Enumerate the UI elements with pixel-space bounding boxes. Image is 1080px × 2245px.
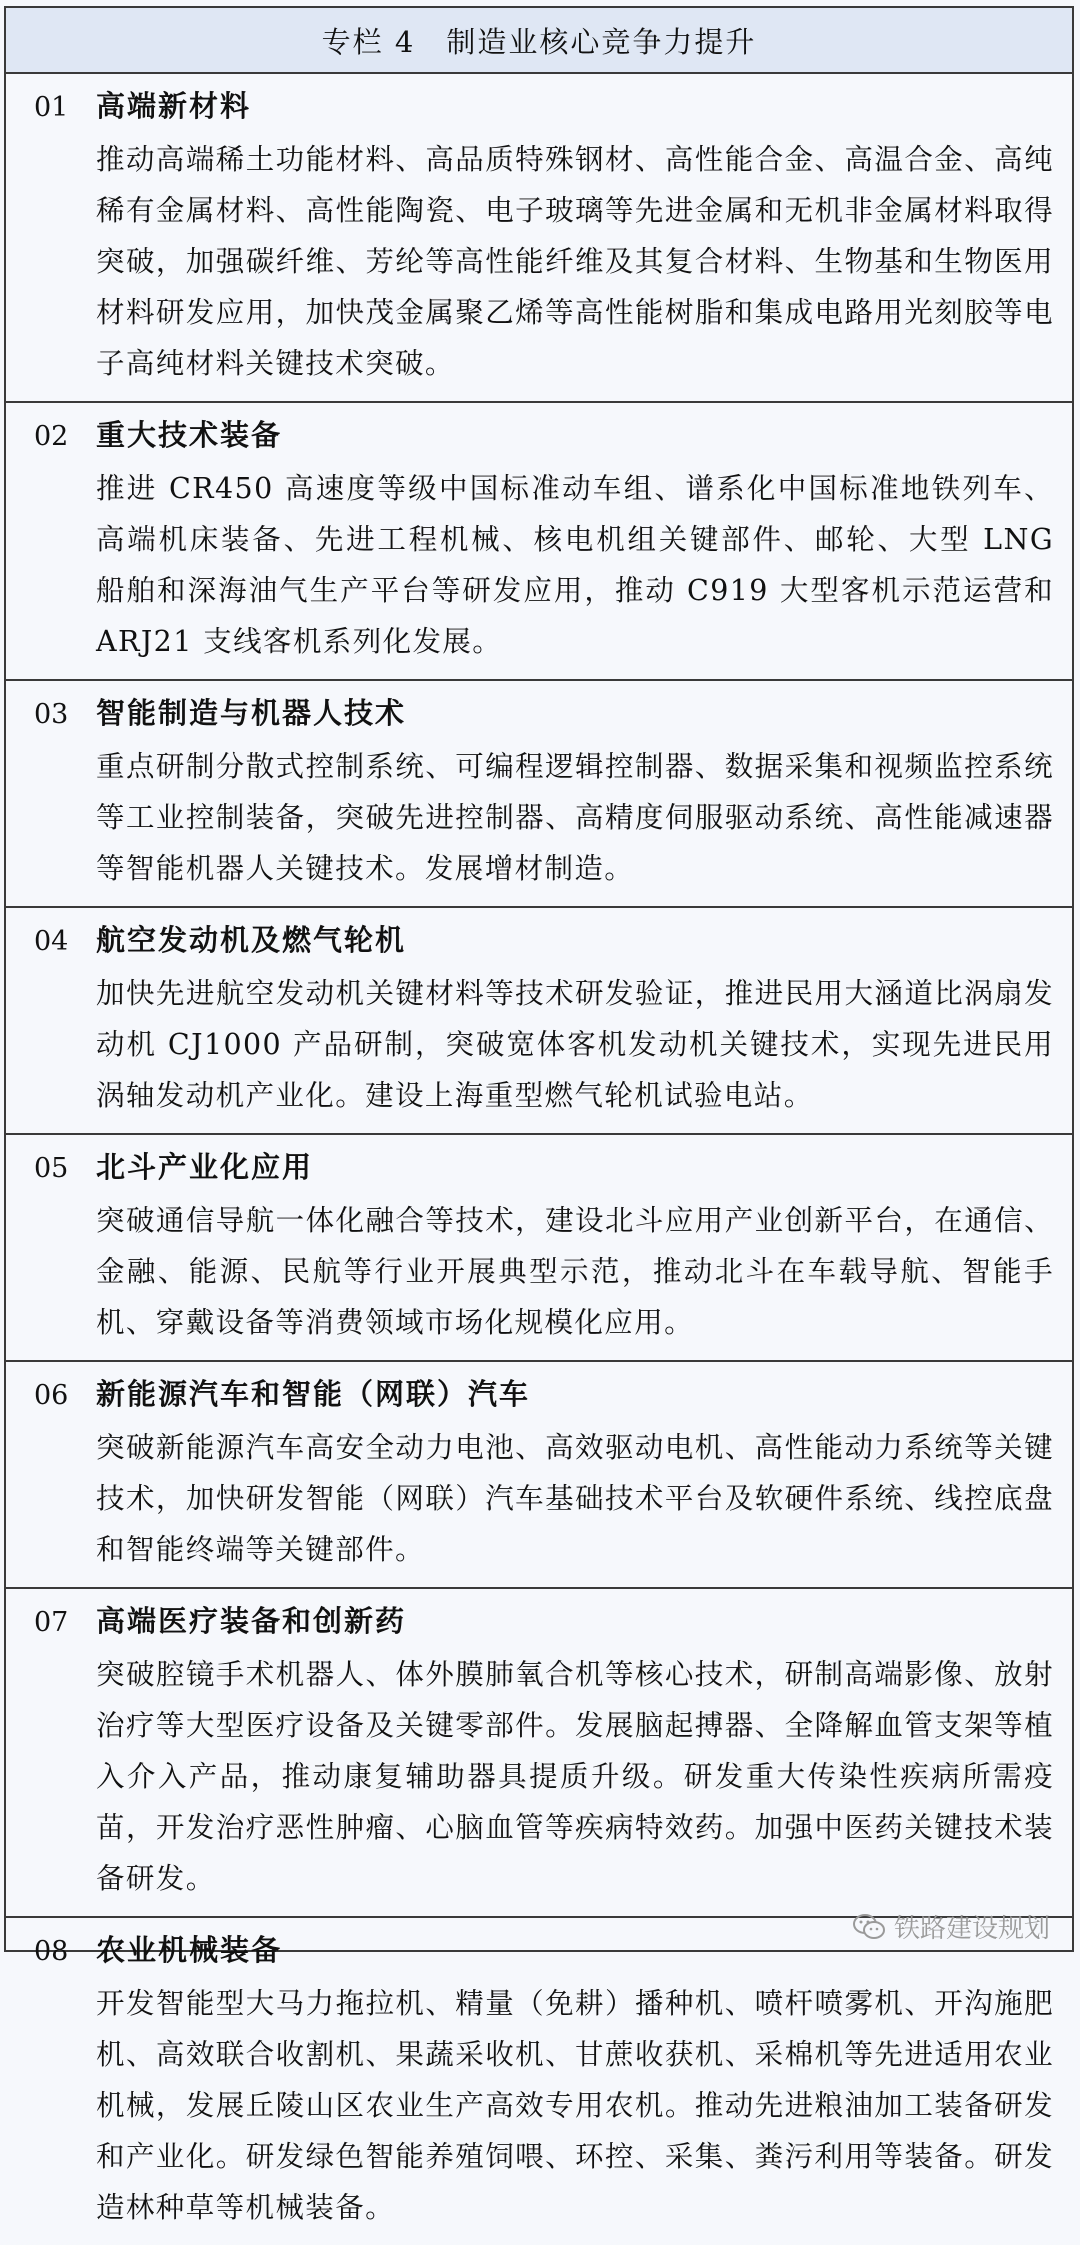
wechat-icon xyxy=(852,1913,886,1941)
section-heading xyxy=(34,918,1054,968)
section-number: 08 xyxy=(34,1936,69,1967)
section-number: 05 xyxy=(34,1153,69,1184)
section-body: 突破新能源汽车高安全动力电池、高效驱动电机、高性能动力系统等关键技术，加快研发智能（网联）汽车基础技术平台及软硬件系统、线控底盘和智能终端等关键部件。 xyxy=(96,1431,1054,1566)
section-heading xyxy=(34,1372,1054,1422)
section-title: 智能制造与机器人技术 xyxy=(96,696,407,730)
column-title: 专栏 4 制造业核心竞争力提升 xyxy=(321,24,757,59)
section-body: 开发智能型大马力拖拉机、精量（免耕）播种机、喷杆喷雾机、开沟施肥机、高效联合收割机、果蔬采收机、甘蔗收获机、采棉机等先进适用农业机械，发展丘陵山区农业生产高效专用农机。推动先进粮油加工装备研发和产业化。研发绿色智能养殖饲喂、环控、采集、粪污利用等装备。研发造林种草等机械装备。 xyxy=(96,1987,1054,2224)
section-04 xyxy=(6,908,1072,1135)
section-heading xyxy=(34,691,1054,741)
section-number: 07 xyxy=(34,1607,69,1638)
section-body: 加快先进航空发动机关键材料等技术研发验证，推进民用大涵道比涡扇发动机 CJ1000 产品研制，突破宽体客机发动机关键技术，实现先进民用涡轴发动机产业化。建设上海重型燃气轮机试验电站。 xyxy=(96,977,1054,1112)
section-number: 04 xyxy=(34,926,69,957)
section-body: 突破通信导航一体化融合等技术，建设北斗应用产业创新平台，在通信、金融、能源、民航等行业开展典型示范，推动北斗在车载导航、智能手机、穿戴设备等消费领域市场化规模化应用。 xyxy=(96,1204,1054,1339)
section-title: 重大技术装备 xyxy=(96,418,283,452)
section-number: 02 xyxy=(34,421,69,452)
watermark-text: 铁路建设规划 xyxy=(893,1914,1050,1944)
section-title: 新能源汽车和智能（网联）汽车 xyxy=(96,1377,531,1411)
section-number: 06 xyxy=(34,1380,69,1411)
section-heading xyxy=(34,413,1054,463)
section-heading xyxy=(34,1599,1054,1649)
section-body: 推动高端稀土功能材料、高品质特殊钢材、高性能合金、高温合金、高纯稀有金属材料、高性能陶瓷、电子玻璃等先进金属和无机非金属材料取得突破，加强碳纤维、芳纶等高性能纤维及其复合材料、生物基和生物医用材料研发应用，加快茂金属聚乙烯等高性能树脂和集成电路用光刻胶等电子高纯材料关键技术突破。 xyxy=(96,143,1054,380)
section-title: 北斗产业化应用 xyxy=(96,1150,314,1184)
section-number: 03 xyxy=(34,699,69,730)
section-07 xyxy=(6,1589,1072,1918)
section-title: 航空发动机及燃气轮机 xyxy=(96,923,407,957)
section-05 xyxy=(6,1135,1072,1362)
column-header xyxy=(6,8,1072,74)
section-03 xyxy=(6,681,1072,908)
section-number: 01 xyxy=(34,92,69,123)
section-title: 农业机械装备 xyxy=(96,1933,283,1967)
section-heading xyxy=(34,84,1054,134)
section-body: 突破腔镜手术机器人、体外膜肺氧合机等核心技术，研制高端影像、放射治疗等大型医疗设备及关键零部件。发展脑起搏器、全降解血管支架等植入介入产品，推动康复辅助器具提质升级。研发重大传染性疾病所需疫苗，开发治疗恶性肿瘤、心脑血管等疾病特效药。加强中医药关键技术装备研发。 xyxy=(96,1658,1054,1895)
watermark xyxy=(852,1908,1050,1945)
section-title: 高端医疗装备和创新药 xyxy=(96,1604,407,1638)
section-06 xyxy=(6,1362,1072,1589)
section-01 xyxy=(6,74,1072,403)
section-body: 推进 CR450 高速度等级中国标准动车组、谱系化中国标准地铁列车、高端机床装备、先进工程机械、核电机组关键部件、邮轮、大型 LNG 船舶和深海油气生产平台等研发应用，推动 C919 大型客机示范运营和 ARJ21 支线客机系列化发展。 xyxy=(96,472,1054,658)
column-box xyxy=(4,6,1074,2224)
section-body: 重点研制分散式控制系统、可编程逻辑控制器、数据采集和视频监控系统等工业控制装备，突破先进控制器、高精度伺服驱动系统、高性能减速器等智能机器人关键技术。发展增材制造。 xyxy=(96,750,1054,885)
section-heading xyxy=(34,1145,1054,1195)
section-08 xyxy=(6,1918,1072,2245)
section-02 xyxy=(6,403,1072,681)
section-title: 高端新材料 xyxy=(96,89,252,123)
